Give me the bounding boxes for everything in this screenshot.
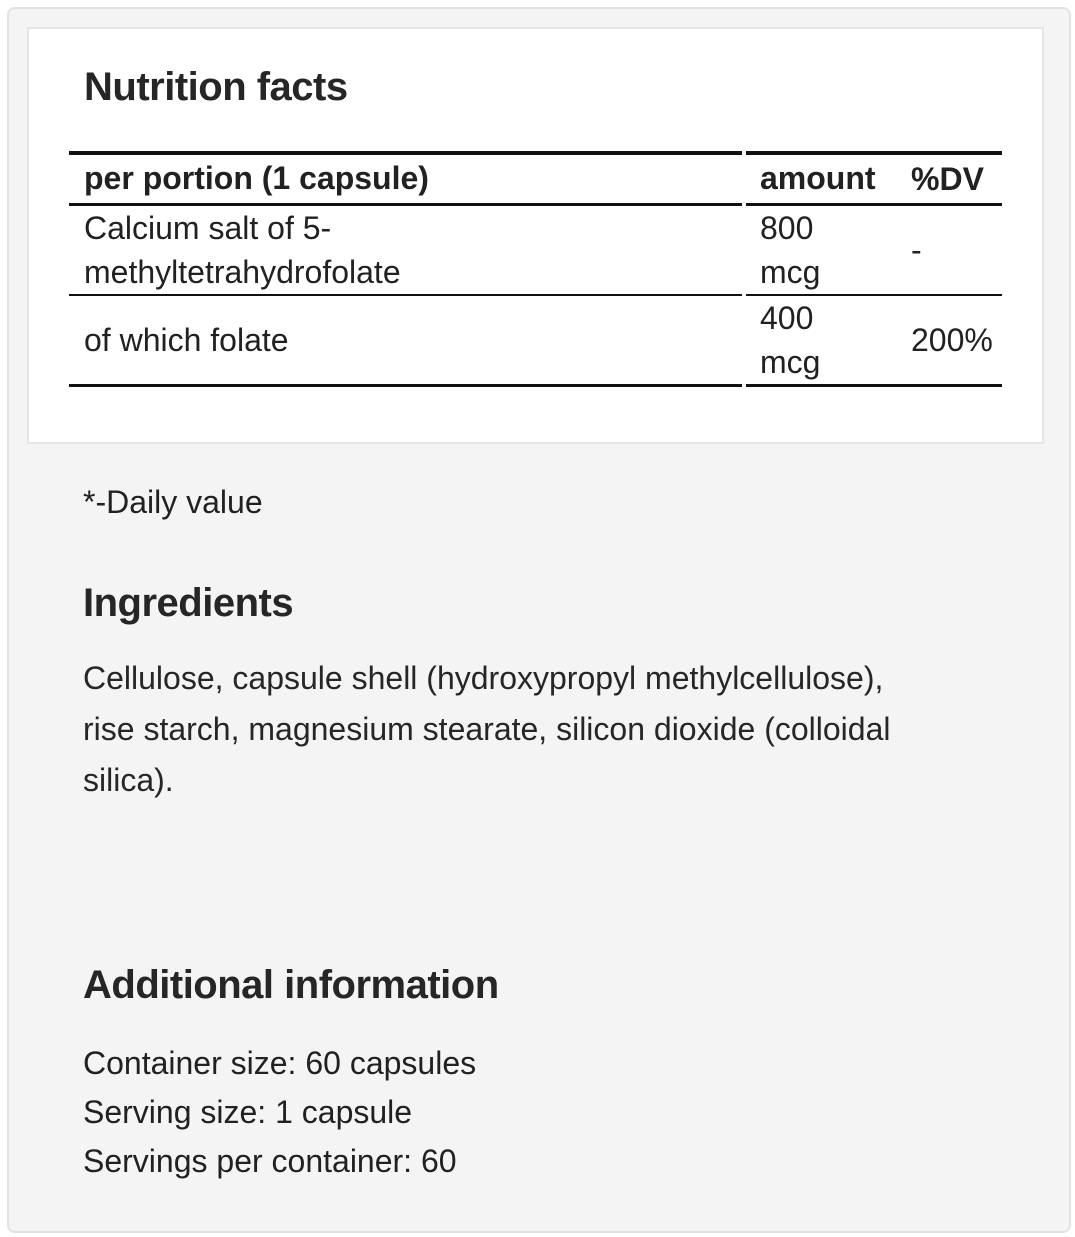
nutrient-dv: - xyxy=(911,204,1002,295)
column-header-portion: per portion (1 capsule) xyxy=(69,153,742,204)
ingredients-title: Ingredients xyxy=(83,581,294,625)
nutrient-amount: 800 mcg xyxy=(760,209,821,290)
column-header-dv: %DV xyxy=(911,153,1002,204)
servings-per-container-line: Servings per container: 60 xyxy=(83,1143,457,1179)
nutrition-facts-card xyxy=(27,27,1044,444)
nutrition-facts-title: Nutrition facts xyxy=(84,65,348,109)
table-row-folate xyxy=(69,295,1002,386)
nutrition-table xyxy=(69,151,1002,387)
additional-information-title: Additional information xyxy=(83,963,499,1007)
additional-information-list xyxy=(83,1039,1009,1186)
table-header-row xyxy=(69,153,1002,204)
column-header-amount: amount xyxy=(746,153,911,204)
container-size-line: Container size: 60 capsules xyxy=(83,1045,477,1081)
details-sections xyxy=(83,480,1009,1186)
product-info-panel xyxy=(7,7,1071,1233)
nutrient-dv: 200% xyxy=(911,295,1002,386)
nutrient-amount: 400 mcg xyxy=(760,299,821,380)
nutrient-name: Calcium salt of 5-methyltetrahydrofolate xyxy=(84,209,401,290)
table-row-calcium-salt xyxy=(69,204,1002,295)
serving-size-line: Serving size: 1 capsule xyxy=(83,1094,413,1130)
nutrient-name: of which folate xyxy=(84,321,289,358)
ingredients-text: Cellulose, capsule shell (hydroxypropyl methylcellulose), rise starch, magnesium stearate, silicon dioxide (colloidal silica). xyxy=(83,660,891,798)
daily-value-footnote: *-Daily value xyxy=(83,484,263,520)
